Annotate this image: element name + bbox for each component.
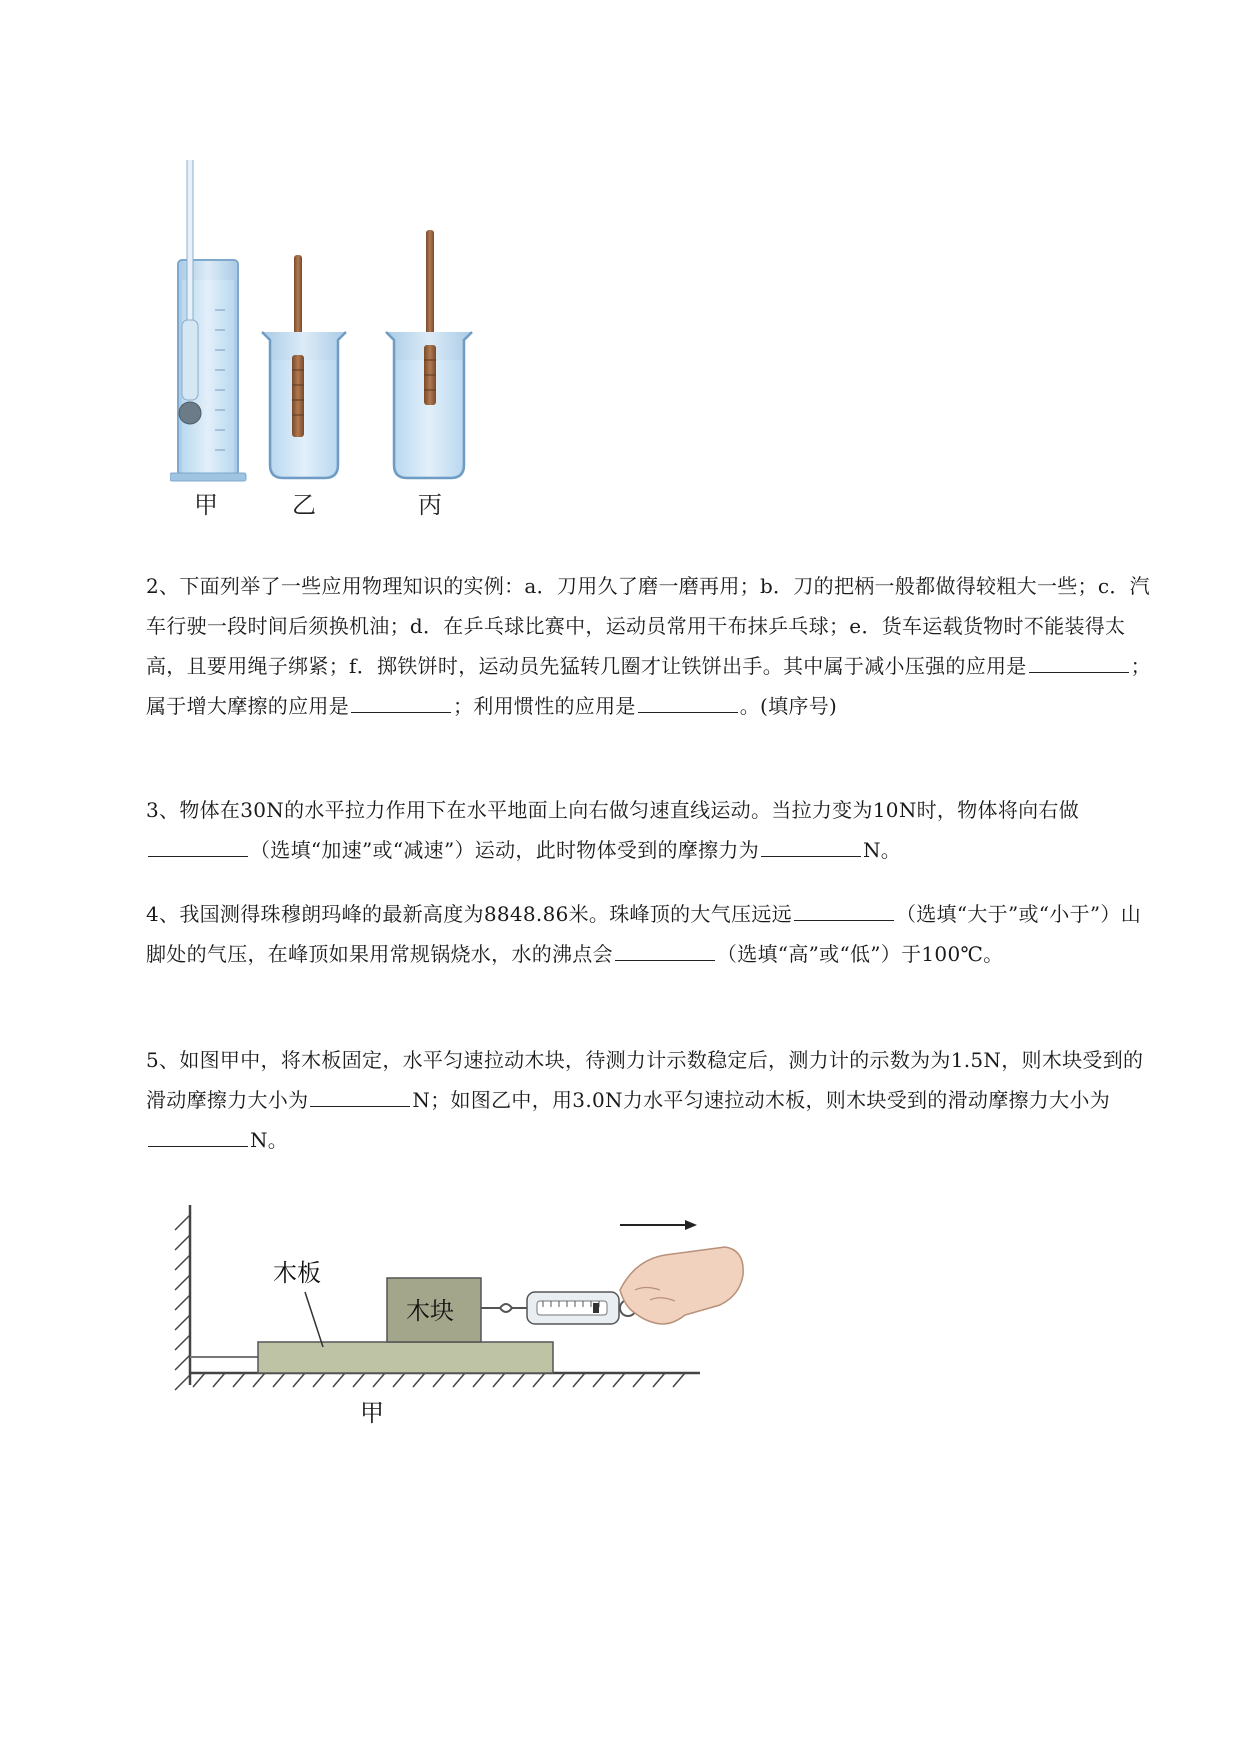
spring-scale	[527, 1292, 636, 1324]
question-2	[146, 566, 1156, 726]
q2-text-2: ；属于增大摩擦的应用是	[146, 654, 1151, 718]
figure2-caption: 甲	[360, 1399, 384, 1427]
q2-blank-2[interactable]	[351, 686, 451, 713]
label-yi: 乙	[292, 491, 316, 519]
q5-text-1: 5、如图甲中，将木板固定，水平匀速拉动木块，待测力计示数稳定后，测力计的示数为为1.5N，则木块受到的滑动摩擦力大小为	[146, 1048, 1144, 1112]
q3-text-3: N。	[863, 838, 902, 862]
figure-friction-experiment	[165, 1195, 765, 1445]
q4-text-1: 4、我国测得珠穆朗玛峰的最新高度为8848.86米。珠峰顶的大气压远远	[146, 902, 792, 926]
wooden-board	[258, 1342, 553, 1373]
question-4	[146, 894, 1156, 974]
q5-text-3: N。	[250, 1128, 289, 1152]
q5-text-2: N；如图乙中，用3.0N力水平匀速拉动木板，则木块受到的滑动摩擦力大小为	[412, 1088, 1111, 1112]
q3-text-1: 3、物体在30N的水平拉力作用下在水平地面上向右做匀速直线运动。当拉力变为10N时，物体将向右做	[146, 798, 1080, 822]
q2-text-1: 2、下面列举了一些应用物理知识的实例：a．刀用久了磨一磨再用；b．刀的把柄一般都做得较粗大一些；c．汽车行驶一段时间后须换机油；d．在乒乓球比赛中，运动员常用干布抹乒乓球；e．货车运载货物时不能装得太高，且要用绳子绑紧；f．掷铁饼时，运动员先猛转几圈才让铁饼出手。其中属于减小压强的应用是	[146, 574, 1150, 678]
label-jia: 甲	[194, 491, 218, 519]
q2-blank-1[interactable]	[1029, 646, 1129, 673]
q3-blank-1[interactable]	[148, 830, 248, 857]
board-label: 木板	[273, 1259, 321, 1287]
q4-blank-1[interactable]	[794, 894, 894, 921]
q3-text-2: （选填“加速”或“减速”）运动，此时物体受到的摩擦力为	[250, 838, 759, 862]
q5-blank-2[interactable]	[148, 1120, 248, 1147]
beaker-b	[262, 255, 346, 478]
question-5	[146, 1040, 1156, 1160]
graduated-cylinder	[170, 160, 246, 481]
q4-text-2: （选填“大于”或“小于”）山脚处的气压，在峰顶如果用常规锅烧水，水的沸点会	[146, 902, 1142, 966]
q2-text-4: 。(填序号)	[739, 694, 838, 718]
figure-hydrometer-beakers	[170, 160, 550, 530]
hand-illustration	[620, 1247, 743, 1324]
beaker-c	[386, 230, 472, 478]
q2-blank-3[interactable]	[638, 686, 738, 713]
q3-blank-2[interactable]	[761, 830, 861, 857]
q2-text-3: ；利用惯性的应用是	[453, 694, 636, 718]
q4-blank-2[interactable]	[615, 934, 715, 961]
block-label: 木块	[406, 1297, 454, 1325]
question-3	[146, 790, 1156, 870]
q5-blank-1[interactable]	[310, 1080, 410, 1107]
q4-text-3: （选填“高”或“低”）于100℃。	[716, 942, 1004, 966]
label-bing: 丙	[418, 491, 442, 519]
